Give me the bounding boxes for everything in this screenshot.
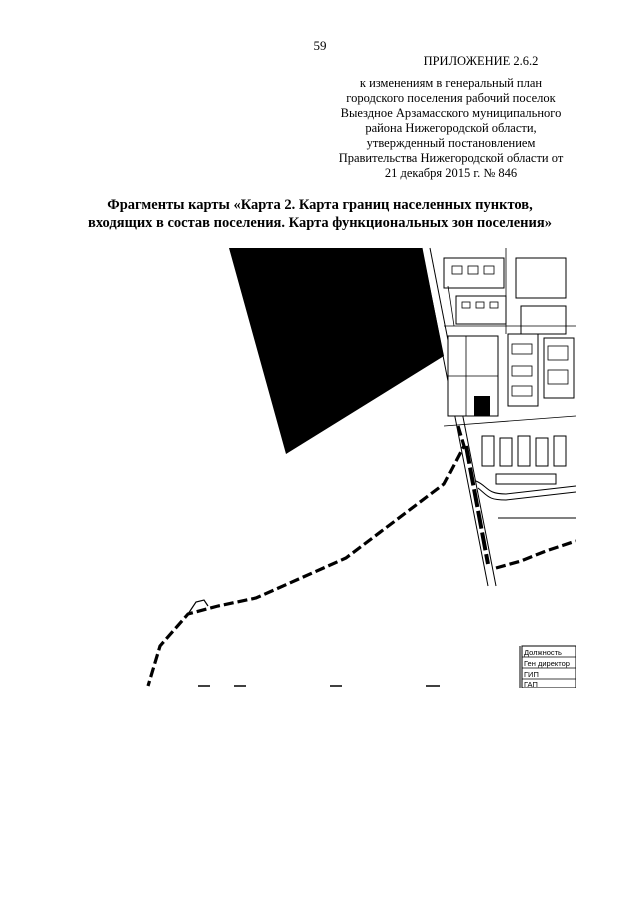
curved-road — [478, 488, 576, 500]
stamp-row: ГАП — [524, 680, 538, 688]
stamp-row: Ген директор — [524, 659, 570, 668]
page-number: 59 — [313, 38, 327, 53]
building-blocks — [444, 258, 574, 484]
appendix-line: Правительства Нижегородской области от — [338, 151, 564, 165]
title-line: Фрагменты карты «Карта 2. Карта границ населенных пунктов, — [107, 197, 533, 213]
appendix-line: городского поселения рабочий поселок — [346, 91, 556, 105]
appendix-line: утвержденный постановлением — [366, 136, 536, 150]
appendix-line: района Нижегородской области, — [365, 121, 537, 135]
appendix-text — [326, 76, 576, 181]
black-area — [229, 248, 444, 454]
stamp-row: Должность — [524, 648, 562, 657]
document-title — [60, 196, 580, 232]
appendix-line: 21 декабря 2015 г. № 846 — [384, 166, 518, 180]
title-block — [520, 646, 576, 688]
appendix-line: к изменениям в генеральный план — [359, 76, 543, 90]
appendix-line: Выездное Арзамасского муниципального — [340, 106, 562, 120]
dark-building — [474, 396, 490, 416]
appendix-title: ПРИЛОЖЕНИЕ 2.6.2 — [423, 54, 539, 68]
map-fragment — [126, 246, 576, 688]
thin-road — [448, 286, 454, 326]
title-line: входящих в состав поселения. Карта функциональных зон поселения» — [88, 215, 552, 231]
stamp-row: ГИП — [524, 670, 539, 679]
